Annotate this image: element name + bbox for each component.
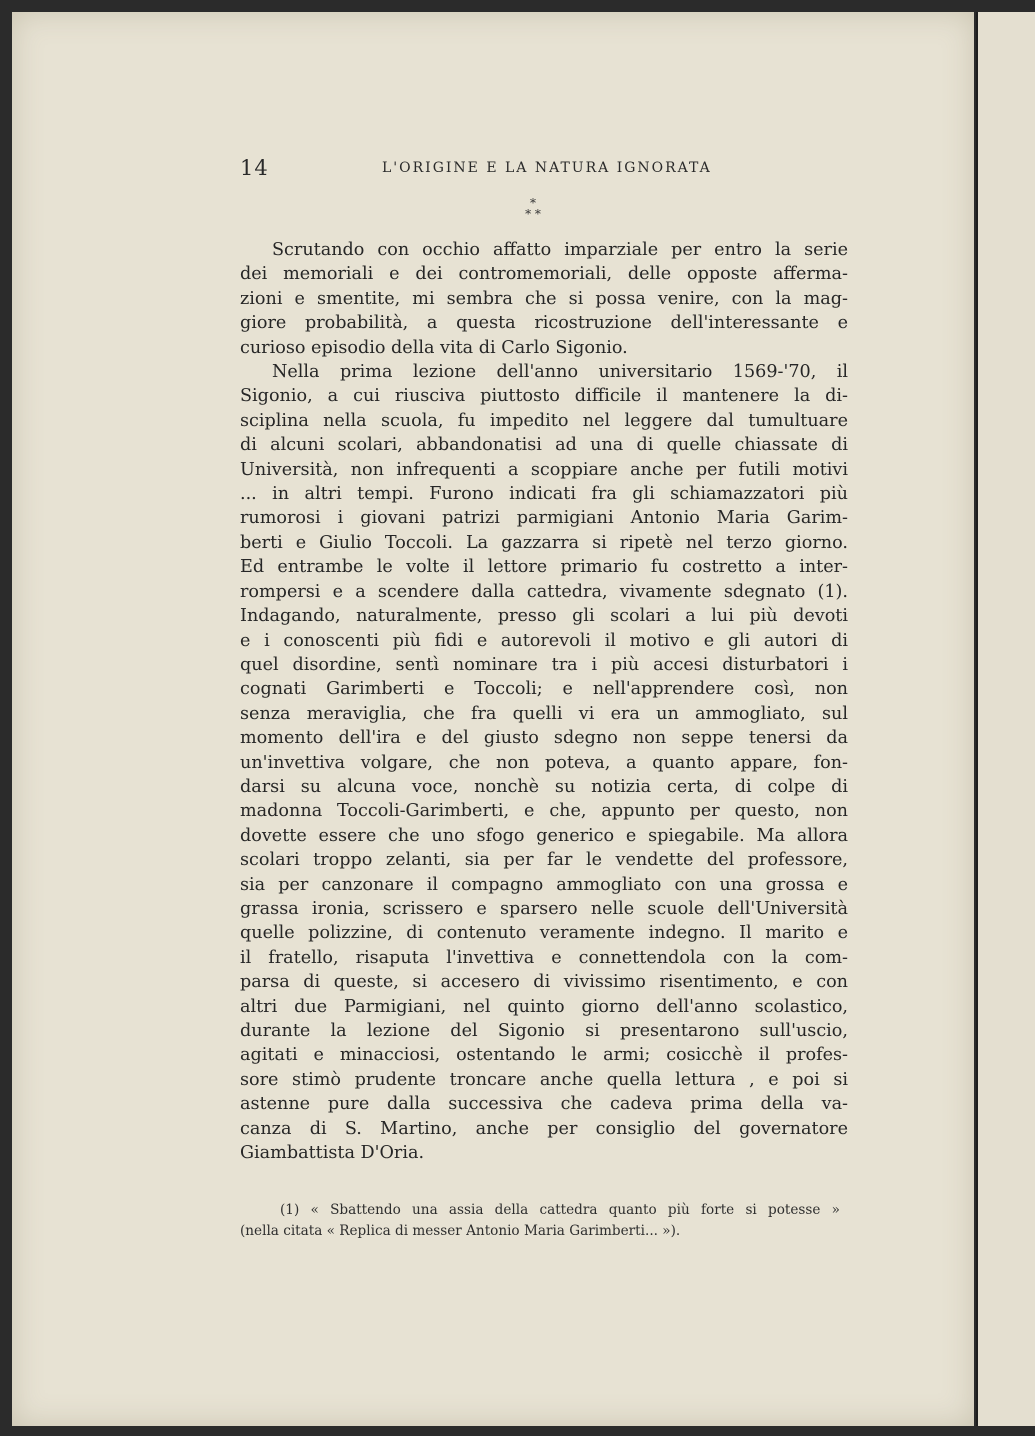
text-line: e i conoscenti più fidi e autorevoli il motivo e gli autori di <box>240 630 848 651</box>
body-text <box>240 238 848 1165</box>
text-line: berti e Giulio Toccoli. La gazzarra si ripetè nel terzo giorno. <box>240 532 848 553</box>
running-title: L'ORIGINE E LA NATURA IGNORATA <box>382 160 712 176</box>
text-line: un'invettiva volgare, che non poteva, a quanto appare, fon- <box>240 752 848 773</box>
text-line: madonna Toccoli-Garimberti, e che, appunto per questo, non <box>240 801 848 822</box>
text-line: giore probabilità, a questa ricostruzione dell'interessante e <box>240 313 848 334</box>
text-line: Ed entrambe le volte il lettore primario fu costretto a inter- <box>240 557 848 578</box>
text-line: sciplina nella scuola, fu impedito nel leggere dal tumultuare <box>240 410 848 431</box>
text-line: dovette essere che uno sfogo generico e spiegabile. Ma allora <box>240 825 848 846</box>
text-line: quel disordine, sentì nominare tra i più accesi disturbatori i <box>240 654 848 675</box>
asterism-separator <box>508 198 558 220</box>
text-line: senza meraviglia, che fra quelli vi era un ammogliato, sul <box>240 703 848 724</box>
text-line: scolari troppo zelanti, sia per far le vendette del professore, <box>240 850 848 871</box>
text-line: Nella prima lezione dell'anno universitario 1569-'70, il <box>272 362 848 383</box>
text-line: sia per canzonare il compagno ammogliato con una grossa e <box>240 874 848 895</box>
text-line: Università, non infrequenti a scoppiare anche per futili motivi <box>240 459 848 480</box>
asterism-top: * <box>530 196 536 210</box>
text-line: altri due Parmigiani, nel quinto giorno dell'anno scolastico, <box>240 996 848 1017</box>
text-line: ... in altri tempi. Furono indicati fra gli schiamazzatori più <box>240 484 848 505</box>
text-line: quelle polizzine, di contenuto veramente indegno. Il marito e <box>240 923 848 944</box>
text-line: sore stimò prudente troncare anche quella lettura , e poi si <box>240 1069 848 1090</box>
page-number: 14 <box>240 156 269 180</box>
paragraph <box>240 238 848 360</box>
text-line: Scrutando con occhio affatto imparziale per entro la serie <box>272 240 848 260</box>
text-line: Giambattista D'Oria. <box>240 1143 425 1164</box>
running-head <box>240 156 848 184</box>
text-line: darsi su alcuna voce, nonchè su notizia certa, di colpe di <box>240 776 848 797</box>
text-line: canza di S. Martino, anche per consiglio del governatore <box>240 1118 848 1139</box>
text-line: curioso episodio della vita di Carlo Sigonio. <box>240 337 628 358</box>
text-line: Indagando, naturalmente, presso gli scolari a lui più devoti <box>240 606 848 627</box>
text-line: astenne pure dalla successiva che cadeva prima della va- <box>240 1094 848 1115</box>
next-page-edge <box>976 12 1035 1426</box>
text-line: il fratello, risaputa l'invettiva e connettendola con la com- <box>240 947 848 968</box>
text-line: dei memoriali e dei contromemoriali, delle opposte afferma- <box>240 264 848 285</box>
paragraph <box>240 360 848 1165</box>
text-line: zioni e smentite, mi sembra che si possa venire, con la mag- <box>240 288 848 309</box>
text-line: rumorosi i giovani patrizi parmigiani Antonio Maria Garim- <box>240 508 848 529</box>
text-line: momento dell'ira e del giusto sdegno non seppe tenersi da <box>240 728 848 749</box>
text-line: parsa di queste, si accesero di vivissimo risentimento, e con <box>240 972 848 993</box>
text-line: durante la lezione del Sigonio si presentarono sull'uscio, <box>240 1021 848 1041</box>
footnote-line: (nella citata « Replica di messer Antonio Maria Garimberti... »). <box>240 1223 681 1239</box>
text-line: cognati Garimberti e Toccoli; e nell'apprendere così, non <box>240 679 848 700</box>
text-line: Sigonio, a cui riusciva piuttosto difficile il mantenere la di- <box>240 386 848 407</box>
text-line: agitati e minacciosi, ostentando le armi; cosicchè il profes- <box>240 1045 848 1066</box>
footnote-line: (1) « Sbattendo una assia della cattedra quanto più forte si potesse » <box>280 1202 840 1218</box>
asterism-bottom: * * <box>525 207 541 221</box>
book-page <box>12 12 974 1426</box>
text-line: rompersi e a scendere dalla cattedra, vivamente sdegnato (1). <box>240 581 848 602</box>
text-line: di alcuni scolari, abbandonatisi ad una di quelle chiassate di <box>240 435 848 456</box>
text-line: grassa ironia, scrissero e sparsero nelle scuole dell'Università <box>240 898 848 919</box>
footnotes <box>240 1200 840 1242</box>
